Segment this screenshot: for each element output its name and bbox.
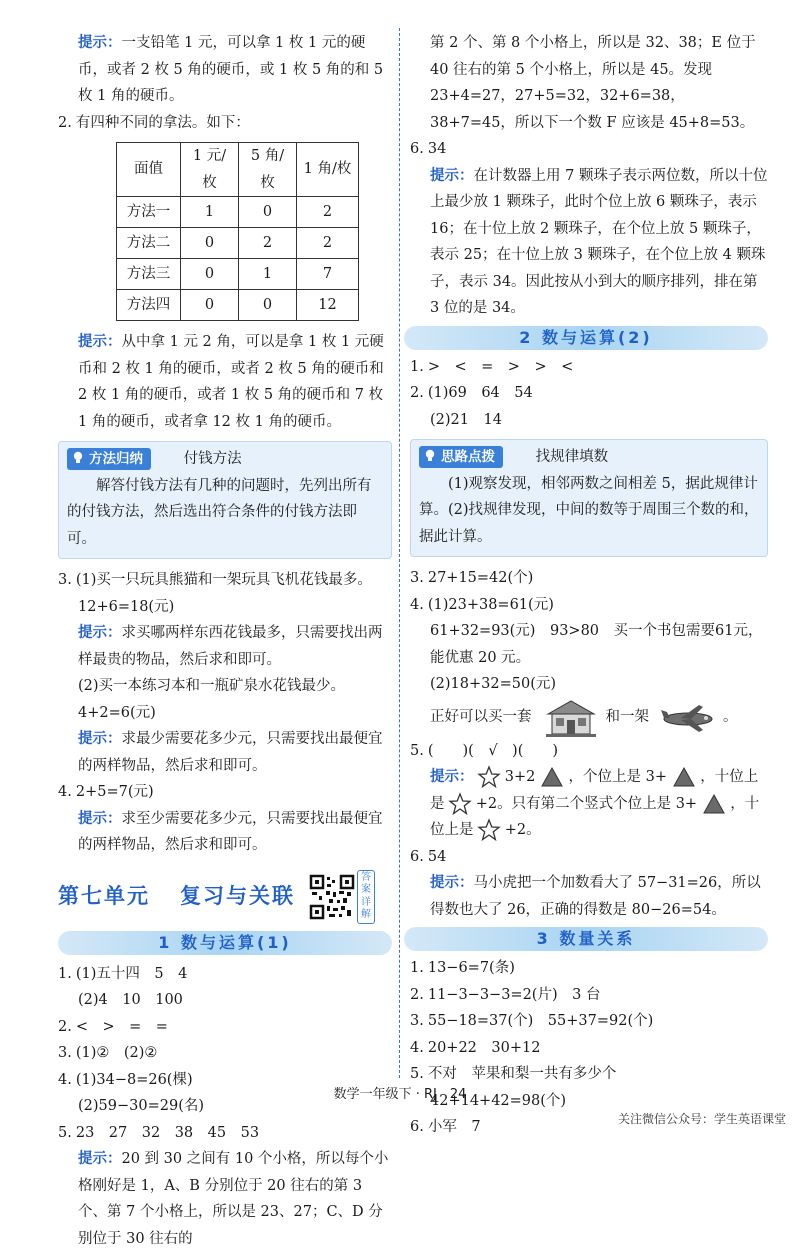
hint-label: 提示： xyxy=(78,730,122,747)
page-footer: 数学一年级下 · RJ 24 xyxy=(333,1087,467,1102)
list-item xyxy=(410,955,768,982)
list-item xyxy=(58,1120,392,1147)
question-number: 6. xyxy=(410,1119,424,1135)
question-number: 6. xyxy=(410,141,424,157)
table-cell: 方法一 xyxy=(117,197,181,228)
answer-text: 11−3−3−3=2(片) 3 台 xyxy=(427,986,601,1003)
hint-paragraph xyxy=(58,30,392,110)
table-cell: 2 xyxy=(239,228,297,259)
answer-text: ( )( √ )( ) xyxy=(427,742,559,759)
answer-text: 23 27 32 38 45 53 xyxy=(75,1124,260,1141)
answer-text: 13−6=7(条) xyxy=(427,960,515,976)
star-icon xyxy=(478,766,500,788)
table-cell: 0 xyxy=(181,228,239,259)
table-header-cell: 1 角/枚 xyxy=(297,143,359,197)
table-cell: 1 xyxy=(239,259,297,290)
answer-text: 20+22 30+12 xyxy=(427,1039,541,1056)
table-cell: 2 xyxy=(297,228,359,259)
method-summary-box xyxy=(58,441,392,559)
answer-text: 正好可以买一套 xyxy=(430,709,532,726)
list-item xyxy=(58,1040,392,1067)
hint-label: 提示： xyxy=(430,874,474,891)
equation: 42+14+42=98(个) xyxy=(430,1092,567,1109)
question-number: 1. xyxy=(410,358,424,375)
table-cell: 方法二 xyxy=(117,228,181,259)
question-number: 6. xyxy=(410,848,424,865)
lightbulb-icon xyxy=(72,451,84,465)
question-number: 3. xyxy=(410,1013,424,1029)
answer-text: (2)4 10 100 xyxy=(78,992,183,1008)
answer-text: 27+15=42(个) xyxy=(427,570,534,586)
hint-paragraph xyxy=(410,870,768,923)
triangle-icon xyxy=(540,766,564,788)
hint-label: 提示： xyxy=(430,166,474,184)
table-header-cell: 5 角/枚 xyxy=(239,143,297,197)
table-row xyxy=(117,228,359,259)
answer-text: (1)69 64 54 xyxy=(427,385,533,401)
triangle-icon xyxy=(702,793,726,815)
section-header: 1 数与运算(1) xyxy=(58,931,392,955)
hint-paragraph xyxy=(58,806,392,859)
hint-text: 一支铅笔 1 元，可以拿 1 枚 1 元的硬币，或者 2 枚 5 角的硬币，或 1 枚 5 角的和 5 枚 1 角的硬币。 xyxy=(78,35,384,104)
list-item xyxy=(58,1014,392,1041)
hint-text: 3+2 xyxy=(504,769,536,785)
question-2 xyxy=(58,110,392,137)
answer-text: < > = = xyxy=(75,1018,168,1035)
method-tag-label: 方法归纳 xyxy=(89,451,143,467)
tip-box xyxy=(410,439,768,557)
unit-number: 第七单元 xyxy=(58,884,150,909)
hint-label: 提示： xyxy=(78,34,122,51)
toy-plane-icon xyxy=(659,702,717,734)
hint-paragraph xyxy=(58,726,392,779)
star-icon xyxy=(478,819,500,841)
hint-paragraph xyxy=(410,764,768,844)
section-header: 2 数与运算(2) xyxy=(404,326,768,350)
answer-text: (2)21 14 xyxy=(430,411,502,428)
question-number: 4. xyxy=(410,1039,424,1056)
list-item xyxy=(410,565,768,592)
answer-text: 小军 7 xyxy=(427,1119,481,1135)
hint-label: 提示： xyxy=(430,768,474,785)
table-cell: 7 xyxy=(297,259,359,290)
wechat-notice: 关注微信公众号：学生英语课堂 xyxy=(617,1112,786,1126)
triangle-icon xyxy=(672,766,696,788)
answer-text: (2)18+32=50(元) xyxy=(430,676,557,692)
payment-table xyxy=(116,142,359,321)
hint-text: 20 到 30 之间有 10 个小格，所以每个小格刚好是 1，A、B 分别位于 20 往右的第 3 个、第 7 个小格上，所以是 23、27；C、D 分别位于 30 往右的 xyxy=(78,1151,389,1247)
method-tag xyxy=(67,448,151,470)
list-item xyxy=(410,1008,768,1035)
question-number: 5. xyxy=(410,742,424,759)
table-cell: 2 xyxy=(297,197,359,228)
question-number: 4. xyxy=(58,784,72,800)
answer-explanation-label: 答案详解 xyxy=(357,870,375,924)
equation: 12+6=18(元) xyxy=(78,598,175,615)
question-text: 有四种不同的拿法。如下： xyxy=(75,114,250,131)
question-text: (1)买一只玩具熊猫和一架玩具飞机花钱最多。 xyxy=(75,572,372,588)
hint-label: 提示： xyxy=(78,624,122,641)
table-header-cell: 1 元/枚 xyxy=(181,143,239,197)
method-text: 解答付钱方法有几种的问题时，先列出所有的付钱方法，然后选出符合条件的付钱方法即可。 xyxy=(67,477,372,547)
hint-text: 求至少需要花多少元，只需要找出最便宜的两样物品，然后求和即可。 xyxy=(78,810,383,853)
list-item xyxy=(410,592,768,619)
question-number: 2. xyxy=(410,986,424,1003)
answer-text: (1)34−8=26(棵) xyxy=(75,1071,193,1088)
star-icon xyxy=(449,793,471,815)
table-cell: 方法三 xyxy=(117,259,181,290)
question-number: 2. xyxy=(58,1018,72,1035)
question-number: 4. xyxy=(58,1071,72,1088)
question-number: 3. xyxy=(58,1045,72,1061)
right-column xyxy=(410,30,768,1141)
answer-text: 54 xyxy=(427,848,447,865)
tip-title: 找规律填数 xyxy=(535,449,609,465)
hint-paragraph xyxy=(58,620,392,673)
answer-text: > < = > > < xyxy=(427,358,574,375)
question-number: 3. xyxy=(58,572,72,588)
table-row xyxy=(117,197,359,228)
answer-text: (2)59−30=29(名) xyxy=(78,1098,205,1114)
list-item xyxy=(410,136,768,163)
equation: 4+2=6(元) xyxy=(78,704,156,721)
hint-text: 从中拿 1 元 2 角，可以是拿 1 枚 1 元硬币和 2 枚 1 角的硬币，或者 2 枚 5 角的硬币和 2 枚 1 角的硬币，或者 1 枚 5 角的硬币和 7 枚 1 角的硬币，或者拿 12 枚 1 角的硬币。 xyxy=(78,334,384,430)
column-divider xyxy=(399,28,400,1078)
equation: 2+5=7(元) xyxy=(75,784,154,800)
hint-paragraph xyxy=(58,1146,392,1252)
list-item xyxy=(410,844,768,871)
question-number: 5. xyxy=(410,1066,424,1082)
tip-tag xyxy=(419,446,503,468)
table-row xyxy=(117,259,359,290)
question-number: 1. xyxy=(410,960,424,976)
answer-text: (1)② (2)② xyxy=(75,1045,158,1061)
unit-title xyxy=(58,869,392,925)
tip-text: (1)观察发现，相邻两数之间相差 5，据此规律计算。(2)找规律发现，中间的数等于周围三个数的和，据此计算。 xyxy=(419,475,759,545)
left-column xyxy=(58,30,392,1252)
list-item xyxy=(410,354,768,381)
answer-text: (1)23+38=61(元) xyxy=(427,596,554,613)
list-item xyxy=(410,738,768,765)
hint-text: 马小虎把一个加数看大了 57−31=26，所以得数也大了 26，正确的得数是 80−26=54。 xyxy=(430,875,761,918)
method-title: 付钱方法 xyxy=(183,451,242,467)
hint-text: 求最少需要花多少元，只需要找出最便宜的两样物品，然后求和即可。 xyxy=(78,731,383,774)
section-header: 3 数量关系 xyxy=(404,927,768,951)
tip-tag-label: 思路点拨 xyxy=(441,449,495,465)
lightbulb-icon xyxy=(424,449,436,463)
qr-code-icon[interactable] xyxy=(309,874,355,920)
table-row xyxy=(117,290,359,321)
answer-text: (1)五十四 5 4 xyxy=(75,965,188,982)
hint-paragraph xyxy=(410,163,768,322)
list-item xyxy=(410,1035,768,1062)
question-text: (2)买一本练习本和一瓶矿泉水花钱最少。 xyxy=(78,678,346,694)
table-header-row xyxy=(117,143,359,197)
hint-text: 在计数器上用 7 颗珠子表示两位数，所以十位上最少放 1 颗珠子，此时个位上放 6 颗珠子，表示 16；在十位上放 2 颗珠子，在个位上放 5 颗珠子，表示 25；在十位上放 3 颗珠子，在个位上放 4 颗珠子，表示 34。因此按从小到大的顺序排列，排在第 3 位的是 34。 xyxy=(430,167,768,316)
unit-name: 复习与关联 xyxy=(180,884,295,909)
hint-text: +2。只有第二个竖式个位上是 3+ xyxy=(475,795,698,812)
answer-text: 34 xyxy=(427,141,447,157)
table-cell: 0 xyxy=(239,197,297,228)
hint-continuation: 第 2 个、第 8 个小格上，所以是 32、38；E 位于 40 往右的第 5 个小格上，所以是 45。发现 23+4=27，27+5=32，32+6=38，38+7=45，所以下一个数 F 应该是 45+8=53。 xyxy=(430,35,756,131)
hint-label: 提示： xyxy=(78,1150,122,1167)
toy-house-icon xyxy=(542,698,600,738)
answer-text: 。 xyxy=(723,709,738,726)
question-number: 2. xyxy=(410,385,424,401)
answer-text: 不对 苹果和梨一共有多少个 xyxy=(427,1066,617,1082)
answer-text: 61+32=93(元) 93>80 买一个书包需要61元，能优惠 20 元。 xyxy=(430,623,763,666)
list-item xyxy=(58,961,392,988)
list-item xyxy=(410,982,768,1009)
question-number: 2. xyxy=(58,114,72,131)
table-cell: 0 xyxy=(239,290,297,321)
table-cell: 0 xyxy=(181,290,239,321)
hint-label: 提示： xyxy=(78,333,122,350)
question-3 xyxy=(58,567,392,594)
hint-paragraph xyxy=(58,329,392,435)
toy-answer-line xyxy=(410,698,768,738)
table-cell: 方法四 xyxy=(117,290,181,321)
question-number: 5. xyxy=(58,1124,72,1141)
question-number: 1. xyxy=(58,965,72,982)
hint-text: +2。 xyxy=(504,822,541,838)
question-number: 4. xyxy=(410,596,424,613)
table-cell: 12 xyxy=(297,290,359,321)
table-cell: 1 xyxy=(181,197,239,228)
table-header-cell: 面值 xyxy=(117,143,181,197)
hint-text: ，个位上是 3+ xyxy=(568,769,668,785)
hint-text: 求买哪两样东西花钱最多，只需要找出两样最贵的物品，然后求和即可。 xyxy=(78,625,383,668)
hint-text: ，十位上是 xyxy=(430,795,760,838)
question-number: 3. xyxy=(410,570,424,586)
hint-text: ，十位上是 xyxy=(430,769,759,812)
answer-text: 55−18=37(个) 55+37=92(个) xyxy=(427,1013,654,1029)
table-cell: 0 xyxy=(181,259,239,290)
list-item xyxy=(410,380,768,407)
hint-label: 提示： xyxy=(78,809,122,827)
question-4 xyxy=(58,779,392,806)
answer-text: 和一架 xyxy=(605,709,649,726)
